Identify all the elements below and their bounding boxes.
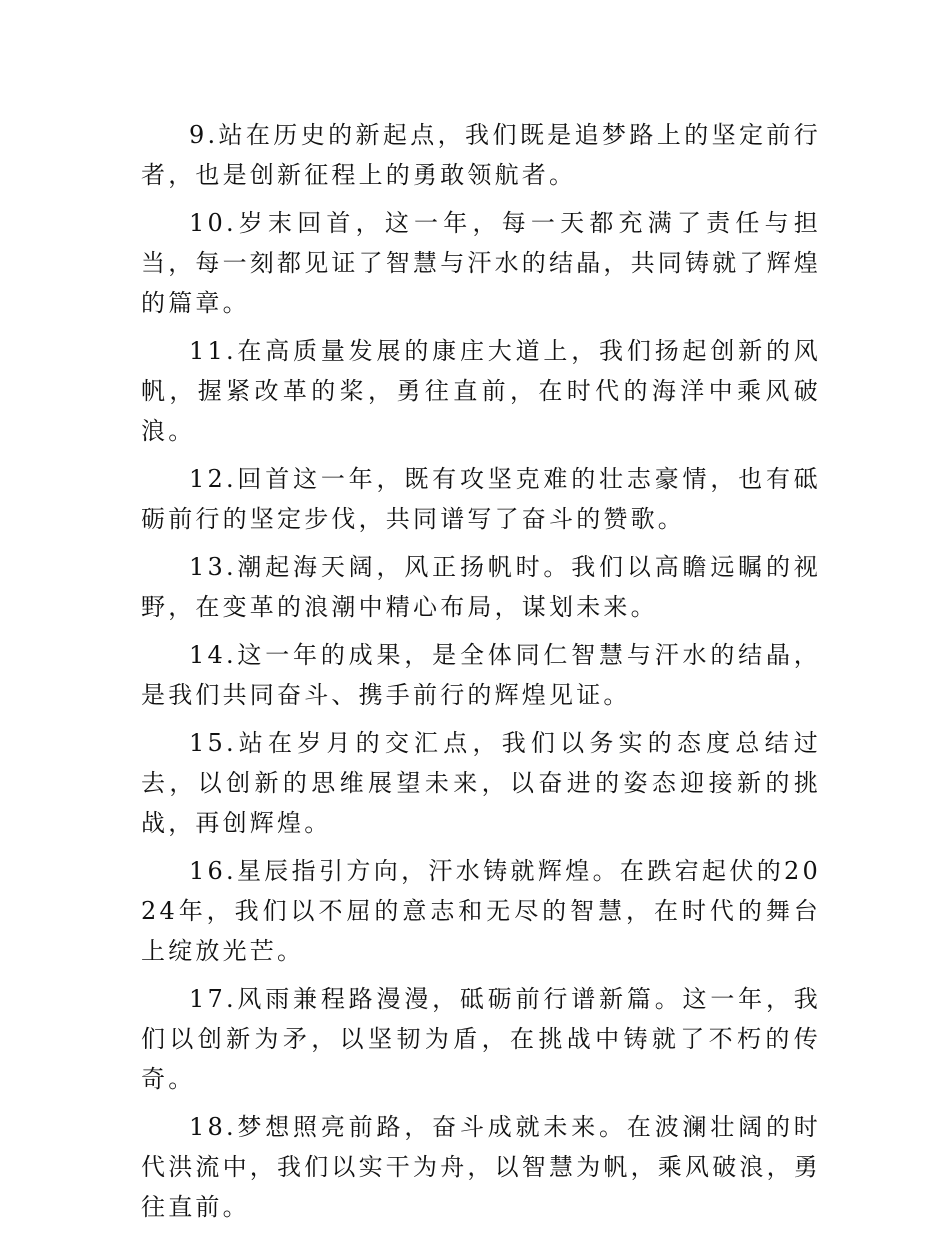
paragraph-10 [141,203,821,323]
paragraph-number: 18. [189,1113,237,1141]
paragraph-text: 岁末回首，这一年，每一天都充满了责任与担当，每一刻都见证了智慧与汗水的结晶，共同铸就了辉煌的篇章。 [141,209,821,317]
paragraph-number: 14. [189,641,237,669]
paragraph-14 [141,635,821,715]
document-body [141,115,821,1235]
paragraph-number: 12. [189,465,237,493]
paragraph-number: 13. [189,553,237,581]
paragraph-text: 站在岁月的交汇点，我们以务实的态度总结过去，以创新的思维展望未来，以奋进的姿态迎接新的挑战，再创辉煌。 [141,729,821,837]
paragraph-text: 回首这一年，既有攻坚克难的壮志豪情，也有砥砺前行的坚定步伐，共同谱写了奋斗的赞歌。 [141,465,821,533]
paragraph-15 [141,723,821,843]
paragraph-text: 这一年的成果，是全体同仁智慧与汗水的结晶，是我们共同奋斗、携手前行的辉煌见证。 [141,641,821,709]
paragraph-text: 星辰指引方向，汗水铸就辉煌。在跌宕起伏的2024年，我们以不屈的意志和无尽的智慧，在时代的舞台上绽放光芒。 [141,857,821,965]
paragraph-11 [141,331,821,451]
paragraph-number: 16. [189,857,237,885]
paragraph-number: 11. [189,337,237,365]
paragraph-text: 风雨兼程路漫漫，砥砺前行谱新篇。这一年，我们以创新为矛，以坚韧为盾，在挑战中铸就了不朽的传奇。 [141,985,821,1093]
paragraph-text: 潮起海天阔，风正扬帆时。我们以高瞻远瞩的视野，在变革的浪潮中精心布局，谋划未来。 [141,553,821,621]
paragraph-number: 17. [189,985,237,1013]
paragraph-text: 站在历史的新起点，我们既是追梦路上的坚定前行者，也是创新征程上的勇敢领航者。 [141,121,821,189]
paragraph-18 [141,1107,821,1227]
paragraph-9 [141,115,821,195]
paragraph-16 [141,851,821,971]
paragraph-number: 15. [189,729,237,757]
paragraph-13 [141,547,821,627]
paragraph-number: 9. [189,121,219,149]
paragraph-text: 在高质量发展的康庄大道上，我们扬起创新的风帆，握紧改革的桨，勇往直前，在时代的海洋中乘风破浪。 [141,337,821,445]
paragraph-12 [141,459,821,539]
paragraph-17 [141,979,821,1099]
paragraph-number: 10. [189,209,237,237]
paragraph-text: 梦想照亮前路，奋斗成就未来。在波澜壮阔的时代洪流中，我们以实干为舟，以智慧为帆，乘风破浪，勇往直前。 [141,1113,821,1221]
